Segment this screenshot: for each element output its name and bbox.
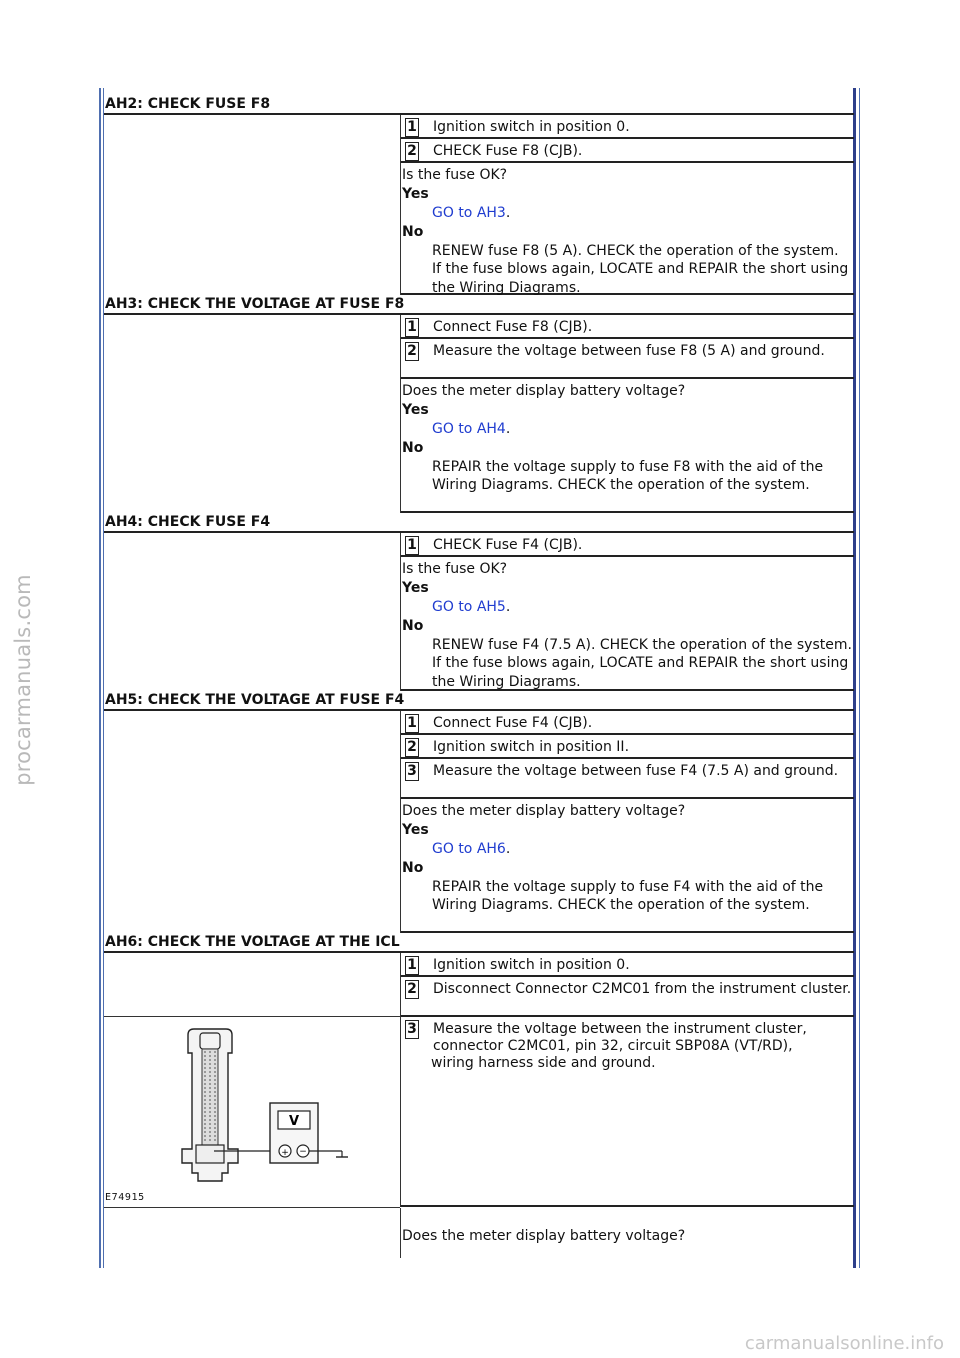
margin-line-right-thin: [859, 88, 860, 1268]
action-text: Measure the voltage between fuse F4 (7.5 A) and ground.: [433, 763, 839, 779]
step-left-cell: [104, 533, 400, 691]
action-number: 2: [405, 738, 419, 757]
step-body: [104, 533, 854, 691]
question-block: [401, 799, 854, 933]
step-ah4: [104, 513, 854, 691]
step-left-cell: [104, 315, 400, 513]
action-row: [401, 339, 854, 379]
step-title: AH2: CHECK FUSE F8: [104, 95, 854, 115]
action-number: 2: [405, 980, 419, 999]
svg-text:−: −: [299, 1147, 307, 1157]
question-text: Does the meter display battery voltage?: [402, 383, 686, 399]
figure-id: E74915: [105, 1192, 145, 1203]
action-row: [401, 953, 854, 977]
action-number: 3: [405, 762, 419, 781]
connector-meter-illustration: [174, 1027, 374, 1187]
action-text: Ignition switch in position II.: [433, 739, 630, 755]
action-number: 2: [405, 342, 419, 361]
action-row: [401, 139, 854, 163]
yes-answer: GO to AH5.: [432, 599, 511, 615]
question-text: Is the fuse OK?: [402, 561, 508, 577]
action-row: [401, 315, 854, 339]
no-label: No: [402, 859, 424, 876]
svg-text:+: +: [281, 1148, 289, 1158]
step-ah3: [104, 295, 854, 513]
question-block: [401, 557, 854, 691]
step-title: AH6: CHECK THE VOLTAGE AT THE ICL: [104, 933, 854, 953]
yes-label: Yes: [402, 402, 429, 418]
action-text: Ignition switch in position 0.: [433, 957, 630, 973]
action-text: Connect Fuse F8 (CJB).: [433, 319, 593, 335]
action-text: Connect Fuse F4 (CJB).: [433, 715, 593, 731]
meter-label: V: [288, 1114, 300, 1129]
action-text-continued: wiring harness side and ground.: [431, 1055, 656, 1071]
connector-diagram: [174, 1027, 374, 1191]
step-title: AH5: CHECK THE VOLTAGE AT FUSE F4: [104, 691, 854, 711]
step-body: [104, 711, 854, 933]
yes-label: Yes: [402, 580, 429, 596]
action-text: Measure the voltage between fuse F8 (5 A) and ground.: [433, 343, 825, 359]
question-text: Does the meter display battery voltage?: [402, 803, 686, 819]
action-number: 3: [405, 1020, 419, 1039]
step-left-cell: [104, 711, 400, 933]
action-number: 1: [405, 318, 419, 337]
side-watermark: procarmanuals.com: [11, 574, 35, 786]
step-title: AH3: CHECK THE VOLTAGE AT FUSE F8: [104, 295, 854, 315]
no-answer: REPAIR the voltage supply to fuse F4 with the aid of the Wiring Diagrams. CHECK the operation of the system.: [432, 878, 824, 913]
action-text: Disconnect Connector C2MC01 from the instrument cluster.: [433, 981, 852, 997]
question-text: Is the fuse OK?: [402, 167, 508, 183]
footer-watermark: carmanualsonline.info: [744, 1333, 944, 1354]
action-text: CHECK Fuse F4 (CJB).: [433, 537, 583, 553]
figure-row: [104, 1017, 854, 1208]
figure-instruction-cell: [400, 1017, 854, 1207]
yes-answer: GO to AH4.: [432, 421, 511, 437]
step-right-cell: [400, 315, 854, 513]
yes-label: Yes: [402, 822, 429, 838]
action-row: [401, 115, 854, 139]
figure-cell: [104, 1017, 400, 1208]
no-label: No: [402, 439, 424, 456]
action-text: Ignition switch in position 0.: [433, 119, 630, 135]
step-right-cell: [400, 533, 854, 691]
question-left-cell: [104, 1208, 400, 1258]
action-number: 1: [405, 118, 419, 137]
action-text: Measure the voltage between the instrument cluster, connector C2MC01, pin 32, circuit SBP08A (VT/RD),: [433, 1021, 807, 1054]
step-body: [104, 115, 854, 295]
step-body: [104, 953, 854, 1017]
step-left-cell: [104, 953, 400, 1017]
no-label: No: [402, 617, 424, 634]
action-number: 1: [405, 956, 419, 975]
no-label: No: [402, 223, 424, 240]
action-text: CHECK Fuse F8 (CJB).: [433, 143, 583, 159]
action-row: [401, 977, 854, 1017]
no-answer: RENEW fuse F4 (7.5 A). CHECK the operation of the system. If the fuse blows again, LOCATE and REPAIR the short using the Wiring Diagrams.: [432, 636, 852, 690]
goto-ah3-link[interactable]: GO to AH3: [432, 205, 506, 221]
action-row: [401, 1017, 854, 1055]
question-row: [104, 1208, 854, 1258]
goto-ah5-link[interactable]: GO to AH5: [432, 599, 506, 615]
step-right-cell: [400, 953, 854, 1017]
step-right-cell: [400, 711, 854, 933]
question-text: Does the meter display battery voltage?: [400, 1208, 854, 1258]
action-row: [401, 533, 854, 557]
action-row: [401, 711, 854, 735]
action-row: [401, 735, 854, 759]
question-block: [401, 163, 854, 295]
step-right-cell: [400, 115, 854, 295]
action-row: [401, 759, 854, 799]
step-left-cell: [104, 115, 400, 295]
step-ah2: [104, 95, 854, 295]
step-title: AH4: CHECK FUSE F4: [104, 513, 854, 533]
diagnostic-procedure: [104, 95, 854, 1258]
no-answer: REPAIR the voltage supply to fuse F8 with the aid of the Wiring Diagrams. CHECK the operation of the system.: [432, 458, 824, 493]
step-ah5: [104, 691, 854, 933]
action-number: 1: [405, 714, 419, 733]
no-answer: RENEW fuse F8 (5 A). CHECK the operation of the system. If the fuse blows again, LOCATE and REPAIR the short using the Wiring Diagrams.: [432, 242, 849, 296]
goto-ah4-link[interactable]: GO to AH4: [432, 421, 506, 437]
yes-answer: GO to AH3.: [432, 205, 511, 221]
step-ah6: [104, 933, 854, 1258]
step-body: [104, 315, 854, 513]
action-number: 2: [405, 142, 419, 161]
yes-answer: GO to AH6.: [432, 841, 511, 857]
question-block: [401, 379, 854, 513]
goto-ah6-link[interactable]: GO to AH6: [432, 841, 506, 857]
action-number: 1: [405, 536, 419, 555]
yes-label: Yes: [402, 186, 429, 202]
margin-line-left: [99, 88, 101, 1268]
